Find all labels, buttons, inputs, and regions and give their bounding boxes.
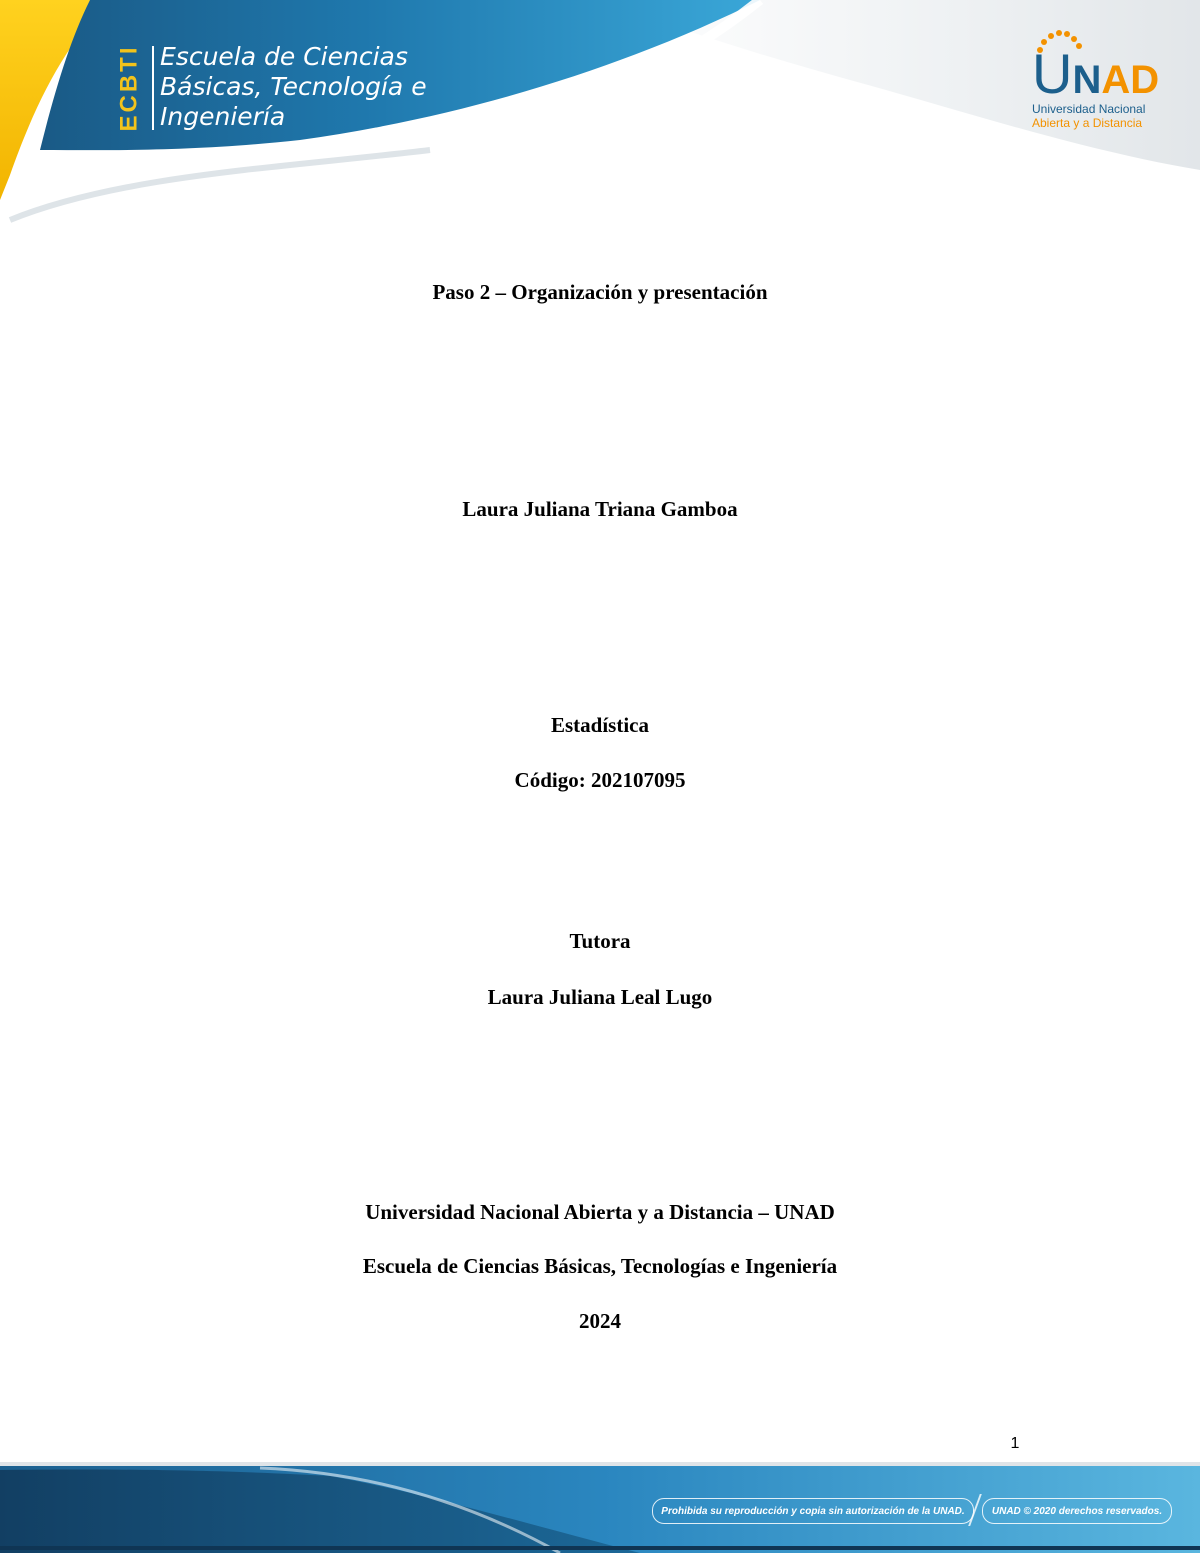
tutor-label: Tutora (569, 929, 631, 953)
logo-letter-n: N (1072, 58, 1102, 102)
logo-letters-ad: AD (1101, 58, 1160, 102)
course-name: Estadística (550, 713, 649, 737)
logo-tagline-1: Universidad Nacional (1032, 102, 1146, 116)
logo-wordmark (1032, 42, 1160, 106)
unad-logo (1028, 28, 1158, 138)
course-code: Código: 202107095 (514, 768, 686, 792)
logo-tagline-2: Abierta y a Distancia (1032, 116, 1143, 130)
school-name-line-2: Básicas, Tecnología e (160, 72, 427, 101)
year: 2024 (579, 1309, 621, 1333)
tutor-name: Laura Juliana Leal Lugo (487, 985, 713, 1009)
footer-notice-pill: Prohibida su reproducción y copia sin autorización de la UNAD. (652, 1498, 974, 1524)
footer-banner (0, 1462, 1200, 1553)
university-name: Universidad Nacional Abierta y a Distancia – UNAD (365, 1200, 835, 1224)
logo-letter-u: U (1032, 42, 1073, 105)
school-name-block (160, 42, 490, 132)
footer-copyright-pill: UNAD © 2020 derechos reservados. (982, 1498, 1172, 1524)
ecbti-acronym-text: ECBTI (115, 44, 142, 132)
page-number: 1 (1010, 1435, 1020, 1452)
school-name-line-3: Ingeniería (160, 102, 286, 131)
school-full-name: Escuela de Ciencias Básicas, Tecnologías e Ingeniería (362, 1254, 838, 1278)
header-banner (0, 0, 1200, 230)
author-name: Laura Juliana Triana Gamboa (462, 497, 738, 521)
school-name-line-1: Escuela de Ciencias (160, 42, 408, 71)
document-title: Paso 2 – Organización y presentación (432, 280, 768, 304)
ecbti-acronym (104, 40, 154, 136)
